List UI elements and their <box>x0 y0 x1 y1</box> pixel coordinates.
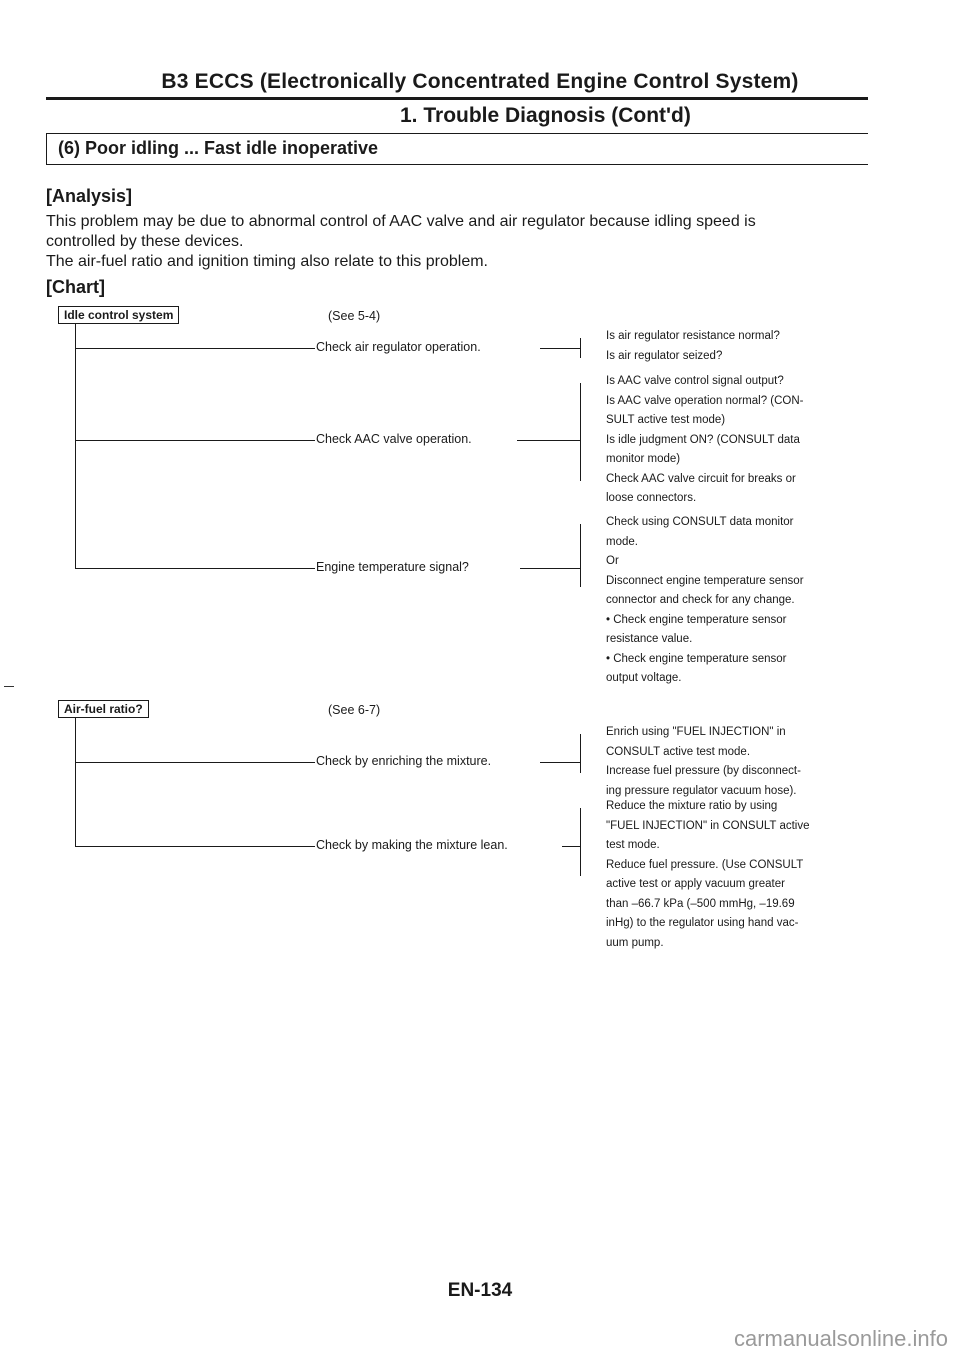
bracket-line <box>580 383 581 481</box>
note-line: Or <box>606 555 619 567</box>
title-rule <box>46 97 868 100</box>
chart-heading: [Chart] <box>46 277 105 297</box>
section-rule-bottom <box>46 164 868 165</box>
note-line: Is idle judgment ON? (CONSULT data <box>606 433 800 446</box>
note-line: connector and check for any change. <box>606 594 795 606</box>
group-box-idle-control-system: Idle control system <box>58 306 179 324</box>
analysis-line: controlled by these devices. <box>46 233 244 250</box>
check-label: Check by enriching the mixture. <box>316 754 492 768</box>
note-line: Check AAC valve circuit for breaks or <box>606 472 796 485</box>
watermark: carmanualsonline.info <box>733 1326 948 1351</box>
bracket-line <box>580 734 581 773</box>
note-line: Is air regulator resistance normal? <box>606 330 780 342</box>
note-list <box>606 372 804 509</box>
document-subtitle: 1. Trouble Diagnosis (Cont'd) <box>400 104 691 127</box>
note-line: resistance value. <box>606 633 693 645</box>
bracket-line <box>580 808 581 876</box>
margin-mark <box>4 686 14 687</box>
note-line: active test or apply vacuum greater <box>606 878 785 890</box>
trunk-line <box>75 324 76 569</box>
note-line: Reduce fuel pressure. (Use CONSULT <box>606 858 804 871</box>
section-title: (6) Poor idling ... Fast idle inoperative <box>58 138 379 158</box>
analysis-text <box>46 212 876 272</box>
branch-line <box>540 762 580 763</box>
note-line: Disconnect engine temperature sensor <box>606 574 804 587</box>
note-line: loose connectors. <box>606 492 697 504</box>
page-number: EN-134 <box>447 1280 513 1301</box>
section-rule-left <box>46 133 47 164</box>
note-line: Is AAC valve control signal output? <box>606 375 784 387</box>
branch-line <box>75 762 315 763</box>
note-line: output voltage. <box>606 672 682 684</box>
group-box-air-fuel-ratio: Air-fuel ratio? <box>58 700 149 718</box>
branch-line <box>540 348 580 349</box>
note-line: SULT active test mode) <box>606 414 726 426</box>
note-line: Enrich using "FUEL INJECTION" in <box>606 726 786 738</box>
branch-line <box>517 440 580 441</box>
note-list <box>606 723 801 801</box>
branch-line <box>75 568 315 569</box>
branch-line <box>75 348 315 349</box>
note-line: uum pump. <box>606 936 664 949</box>
note-line: inHg) to the regulator using hand vac- <box>606 917 799 929</box>
note-line: CONSULT active test mode. <box>606 745 751 758</box>
note-line: test mode. <box>606 839 660 851</box>
branch-line <box>562 846 580 847</box>
branch-line <box>75 846 315 847</box>
note-line: ing pressure regulator vacuum hose). <box>606 784 797 797</box>
group-reference: (See 5-4) <box>328 309 381 323</box>
note-line: "FUEL INJECTION" in CONSULT active <box>606 819 810 832</box>
check-label: Check by making the mixture lean. <box>316 838 508 852</box>
check-label: Check air regulator operation. <box>316 340 481 354</box>
note-list <box>606 327 780 366</box>
analysis-line: The air-fuel ratio and ignition timing also relate to this problem. <box>46 253 488 270</box>
analysis-line: This problem may be due to abnormal control of AAC valve and air regulator because idling speed is <box>46 213 756 230</box>
group-reference: (See 6-7) <box>328 703 381 717</box>
note-line: • Check engine temperature sensor <box>606 613 787 626</box>
note-line: than –66.7 kPa (–500 mmHg, –19.69 <box>606 897 795 910</box>
note-list <box>606 513 804 689</box>
trunk-line <box>75 718 76 847</box>
note-line: Increase fuel pressure (by disconnect- <box>606 765 801 777</box>
note-line: Is AAC valve operation normal? (CON- <box>606 394 804 407</box>
section-rule-top <box>46 133 868 134</box>
note-line: Reduce the mixture ratio by using <box>606 800 778 812</box>
bracket-line <box>580 524 581 587</box>
branch-line <box>75 440 315 441</box>
check-label: Engine temperature signal? <box>316 560 469 574</box>
document-title: B3 ECCS (Electronically Concentrated Engine Control System) <box>161 70 799 93</box>
bracket-line <box>580 338 581 358</box>
note-line: • Check engine temperature sensor <box>606 652 787 665</box>
check-label: Check AAC valve operation. <box>316 432 472 446</box>
note-line: Check using CONSULT data monitor <box>606 516 794 528</box>
note-line: mode. <box>606 535 638 548</box>
note-line: Is air regulator seized? <box>606 349 723 362</box>
analysis-heading: [Analysis] <box>46 186 133 206</box>
branch-line <box>520 568 580 569</box>
note-line: monitor mode) <box>606 453 681 465</box>
note-list <box>606 797 810 953</box>
